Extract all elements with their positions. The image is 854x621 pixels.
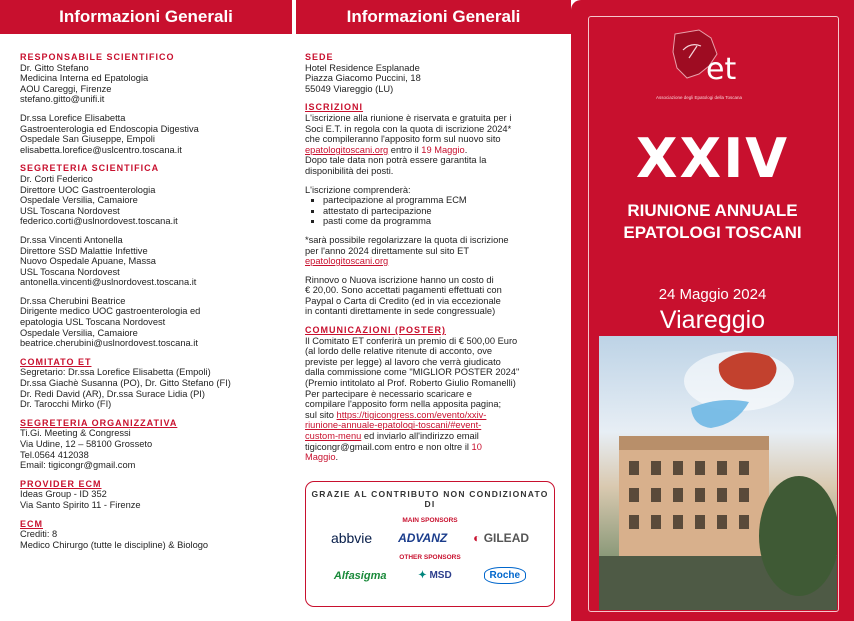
hotel-liver-illustration-icon [599,336,837,610]
cover-panel [571,0,854,621]
cover-photo [599,336,837,610]
text-line: disponibilità dei posti. [305,165,394,176]
section-title: COMITATO ET [20,356,92,367]
section-title: COMUNICAZIONI (POSTER) [305,325,446,336]
email-link[interactable]: stefano.gitto@unifi.it [20,94,105,105]
text-line: *sarà possibile regolarizzare la quota di iscrizione [305,234,509,245]
text-line: Ospedale Versilia, Camaiore [20,327,138,338]
gilead-logo-text: GILEAD [483,531,530,545]
site-link[interactable]: epatologitoscani.org [305,256,389,267]
other-sponsors-label: OTHER SPONSORS [399,554,461,561]
text-line: per l'anno 2024 direttamente sul sito ET [305,245,470,256]
list-item: ▪ partecipazione al programma ECM [323,195,567,206]
text-line: Rinnovo o Nuova iscrizione hanno un costo di [305,274,494,285]
text-line: Direttore SSD Malattie Infettive [20,245,148,256]
left-column [20,52,290,558]
text-line: Via Udine, 12 – 58100 Grosseto [20,439,153,449]
text-line: Ti.Gi. Meeting & Congressi [20,428,131,439]
text-line: Gastroenterologia ed Endoscopia Digestiva [20,123,199,134]
text-line: Dr.ssa Giachè Susanna (PO), Dr. Gitto Stefano (FI) [20,378,231,389]
section-title: RESPONSABILE SCIENTIFICO [20,52,175,62]
text-line: Segretario: Dr.ssa Lorefice Elisabetta (Empoli) [20,367,211,378]
text-line [305,410,567,421]
text-fragment: entro il [388,144,422,155]
form-link[interactable]: https://tigicongress.com/evento/xxiv- [336,409,487,420]
email-link[interactable]: elisabetta.lorefice@uslcentro.toscana.it [20,144,182,155]
event-date: 24 Maggio 2024 [658,286,767,303]
text-line: € 20,00. Sono accettati pagamenti effettuati con [305,285,502,296]
text-line: Per partecipare è necessario scaricare e [305,388,472,399]
text-line: Crediti: 8 [20,529,58,540]
section-title: SEGRETERIA ORGANIZZATIVA [20,417,178,428]
deadline-date: Maggio [305,452,336,463]
text-line: Hotel Residence Esplanade [305,62,420,73]
et-logo-text: et [706,52,737,87]
text-line: Dr.ssa Vincenti Antonella [20,234,123,245]
text-line: previste per legge) al lavoro che verrà giudicato [305,356,501,367]
segreteria-org-block [20,418,290,471]
header-left-title: Informazioni Generali [59,7,233,26]
bullet-list [305,195,567,227]
text-line: dalla commissione come "MIGLIOR POSTER 2024" [305,367,520,378]
et-logo-subtitle: Associazione degli Epatologi della Toscana [656,95,742,100]
text-line: Medico Chirurgo (tutte le discipline) & Biologo [20,539,209,550]
text-line: Ospedale San Giuseppe, Empoli [20,134,155,145]
text-line: Dirigente medico UOC gastroenterologia ed [20,306,201,317]
text-line: che compileranno l'apposito form sul nuovo sito [305,134,501,145]
text-line: Ospedale Versilia, Camaiore [20,195,138,206]
text-line: (Premio intitolato al Prof. Roberto Giulio Romanelli) [305,378,516,389]
main-sponsors-label: MAIN SPONSORS [402,517,458,524]
msd-logo [418,570,451,581]
section-title: SEGRETERIA SCIENTIFICA [20,163,160,174]
text-fragment: tigicongr@gmail.com entro e non oltre il [305,441,472,452]
text-line: Dopo tale data non potrà essere garantita la [305,155,487,166]
responsabile-block [20,52,290,105]
roche-logo: Roche [484,567,527,584]
text-line: (al lordo delle relative ritenute di acconto, ove [305,346,493,357]
abbvie-logo: abbvie [330,530,373,546]
text-line: Nuovo Ospedale Apuane, Massa [20,256,156,267]
main-sponsor-logos [306,530,554,546]
comitato-block [20,357,290,410]
text-line: Dr. Redi David (AR), Dr.ssa Surace Lidia (PI) [20,388,205,399]
text-line: compilare l'apposito form nella apposita pagina; [305,399,502,410]
segreteria-sci-block [20,163,290,227]
text-line: USL Toscana Nordovest [20,266,120,277]
text-line: USL Toscana Nordovest [20,205,120,216]
middle-column [305,52,567,463]
email-link[interactable]: beatrice.cherubini@uslnordovest.toscana.it [20,338,198,349]
section-title: PROVIDER ECM [20,478,102,489]
text-line: Dr. Tarocchi Mirko (FI) [20,399,112,410]
sponsors-title: GRAZIE AL CONTRIBUTO NON CONDIZIONATO DI [311,489,549,509]
form-link[interactable]: custom-menu [305,431,362,441]
text-line: Dr. Corti Federico [20,173,93,184]
text-line: Soci E.T. in regola con la quota di iscrizione 2024* [305,123,512,134]
text-line [305,431,567,442]
text-line: Piazza Giacomo Puccini, 18 [305,73,421,84]
section-title: SEDE [305,52,334,62]
text-line: Paypal o Carta di Credito (ed in via eccezionale [305,295,501,306]
text-line: in contanti direttamente in sede congressuale) [305,306,496,317]
header-middle-title: Informazioni Generali [346,7,521,26]
deadline-date: 19 Maggio [421,144,465,155]
alfasigma-logo: Alfasigma [333,569,387,582]
text-line: Dr.ssa Lorefice Elisabetta [20,112,126,123]
text-line: L'iscrizione comprenderà: [305,184,411,195]
email-link[interactable]: federico.corti@uslnordovest.toscana.it [20,216,178,227]
text-line: AOU Careggi, Firenze [20,83,112,94]
text-line: Il Comitato ET conferirà un premio di € 500,00 Euro [305,335,518,346]
text-fragment: ed inviarlo all'indirizzo email [361,431,479,441]
text-line: Via Santo Spirito 11 - Firenze [20,499,141,510]
gilead-logo [473,531,529,545]
event-title-line: EPATOLOGI TOSCANI [623,223,802,242]
lorefice-block [20,113,290,155]
event-city: Viareggio [659,306,766,334]
email-link[interactable]: Email: tigicongr@gmail.com [20,460,136,471]
email-link[interactable]: antonella.vincenti@uslnordovest.toscana.it [20,277,197,288]
header-left [0,0,292,34]
text-line: Tel.0564 412038 [20,449,89,460]
text-fragment: sul sito [305,409,337,420]
header-middle [296,0,571,34]
msd-mark-icon: ✦ [418,570,427,581]
list-item: ▪ attestato di partecipazione [323,206,567,217]
text-line: L'iscrizione alla riunione è riservata e gratuita per i [305,112,512,123]
section-title: ECM [20,518,43,529]
event-title [571,200,854,244]
deadline-date: 10 [471,441,482,452]
event-title-line: RIUNIONE ANNUALE [627,201,798,220]
msd-logo-text: MSD [429,570,452,581]
site-link[interactable]: epatologitoscani.org [305,144,389,155]
text-line: Direttore UOC Gastroenterologia [20,184,156,195]
text-line: epatologia USL Toscana Nordovest [20,317,166,328]
poster-block [305,325,567,463]
sponsors-box [305,481,555,607]
vincenti-block [20,235,290,288]
other-sponsor-logos [306,567,554,584]
provider-block [20,479,290,511]
list-item: ▪ pasti come da programma [323,216,567,227]
text-line: Dr. Gitto Stefano [20,62,89,73]
text-line: Maggio. [305,452,339,463]
text-line: Dr.ssa Cherubini Beatrice [20,295,126,306]
iscrizioni-block [305,102,567,317]
sede-block [305,52,567,94]
text-line: Medicina Interna ed Epatologia [20,73,149,84]
cherubini-block [20,296,290,349]
form-link[interactable]: riunione-annuale-epatologi-toscani/#event- [305,420,482,431]
text-line: 55049 Viareggio (LU) [305,83,394,94]
text-line: Ideas Group - ID 352 [20,489,107,500]
gilead-mark-icon: ◐ [473,531,481,545]
section-title: ISCRIZIONI [305,102,364,113]
ecm-block [20,519,290,551]
advanz-logo: ADVANZ [398,531,448,545]
edition-number: XXIV [635,127,790,190]
text-line [305,442,567,453]
text-line: epatologitoscani.org entro il 19 Maggio. [305,144,468,155]
